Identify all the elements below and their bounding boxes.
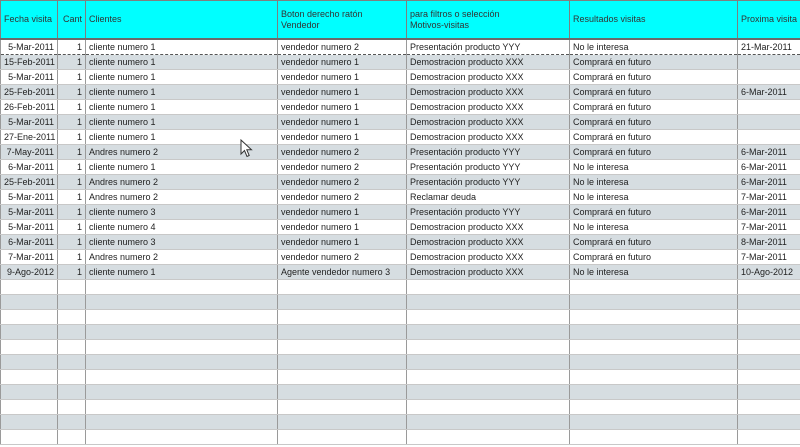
empty-cell[interactable] — [570, 295, 738, 310]
cell-fecha-visita[interactable]: 5-Mar-2011 — [1, 39, 58, 55]
cell-fecha-visita[interactable]: 7-Mar-2011 — [1, 250, 58, 265]
empty-cell[interactable] — [278, 355, 407, 370]
cell-proxima-visita[interactable]: 10-Ago-2012 — [738, 265, 800, 280]
table-row[interactable] — [1, 145, 800, 160]
cell-cant[interactable]: 1 — [58, 70, 86, 85]
empty-cell[interactable] — [738, 370, 800, 385]
cell-motivo[interactable]: Presentación producto YYY — [407, 205, 570, 220]
table-row[interactable] — [1, 265, 800, 280]
header-cant-label: Cant — [62, 14, 82, 24]
empty-cell[interactable] — [278, 325, 407, 340]
empty-cell[interactable] — [58, 310, 86, 325]
empty-cell[interactable] — [278, 385, 407, 400]
cell-vendedor[interactable]: vendedor numero 1 — [278, 100, 407, 115]
cell-fecha-visita[interactable]: 6-Mar-2011 — [1, 160, 58, 175]
table-row[interactable] — [1, 39, 800, 55]
empty-cell[interactable] — [1, 415, 58, 430]
header-row — [1, 1, 800, 40]
empty-cell[interactable] — [1, 355, 58, 370]
empty-cell[interactable] — [86, 280, 278, 295]
empty-cell[interactable] — [738, 355, 800, 370]
empty-cell[interactable] — [1, 310, 58, 325]
empty-cell[interactable] — [86, 340, 278, 355]
empty-cell[interactable] — [738, 310, 800, 325]
empty-cell[interactable] — [407, 295, 570, 310]
cell-resultado[interactable]: Comprará en futuro — [570, 100, 738, 115]
empty-cell[interactable] — [1, 400, 58, 415]
cell-motivo[interactable]: Presentación producto YYY — [407, 160, 570, 175]
cell-motivo[interactable]: Demostracion producto XXX — [407, 55, 570, 70]
cell-resultado[interactable]: Comprará en futuro — [570, 70, 738, 85]
table-row[interactable] — [1, 220, 800, 235]
cell-vendedor[interactable]: vendedor numero 2 — [278, 250, 407, 265]
cell-resultado[interactable]: No le interesa — [570, 265, 738, 280]
empty-cell[interactable] — [407, 415, 570, 430]
header-resultados-visitas[interactable] — [570, 1, 738, 40]
cell-proxima-visita[interactable] — [738, 55, 800, 70]
cell-resultado[interactable]: Comprará en futuro — [570, 115, 738, 130]
empty-cell[interactable] — [1, 280, 58, 295]
cell-motivo[interactable]: Demostracion producto XXX — [407, 220, 570, 235]
cell-motivo[interactable]: Presentación producto YYY — [407, 39, 570, 55]
empty-cell[interactable] — [570, 415, 738, 430]
table-row[interactable] — [1, 190, 800, 205]
empty-cell[interactable] — [86, 295, 278, 310]
cell-proxima-visita[interactable] — [738, 70, 800, 85]
empty-cell[interactable] — [407, 280, 570, 295]
cell-cliente[interactable]: cliente numero 1 — [86, 39, 278, 55]
empty-cell[interactable] — [58, 415, 86, 430]
empty-cell[interactable] — [58, 340, 86, 355]
cell-cliente[interactable]: cliente numero 4 — [86, 220, 278, 235]
empty-cell[interactable] — [407, 370, 570, 385]
empty-cell[interactable] — [58, 430, 86, 445]
header-cant[interactable] — [58, 1, 86, 40]
cell-motivo[interactable]: Presentación producto YYY — [407, 175, 570, 190]
empty-cell[interactable] — [86, 325, 278, 340]
cell-vendedor[interactable]: vendedor numero 2 — [278, 160, 407, 175]
cell-fecha-visita[interactable]: 5-Mar-2011 — [1, 70, 58, 85]
cell-fecha-visita[interactable]: 5-Mar-2011 — [1, 190, 58, 205]
header-fecha-visita-label: Fecha visita — [4, 14, 53, 24]
empty-cell[interactable] — [278, 430, 407, 445]
header-motivos-visitas-sublabel: Motivos-visitas — [410, 19, 470, 30]
empty-cell[interactable] — [86, 355, 278, 370]
cell-motivo[interactable]: Presentación producto YYY — [407, 145, 570, 160]
empty-cell[interactable] — [58, 385, 86, 400]
cell-proxima-visita[interactable]: 6-Mar-2011 — [738, 160, 800, 175]
cell-cant[interactable]: 1 — [58, 145, 86, 160]
cell-vendedor[interactable]: vendedor numero 1 — [278, 205, 407, 220]
empty-cell[interactable] — [738, 280, 800, 295]
empty-row[interactable] — [1, 415, 800, 430]
cell-proxima-visita[interactable]: 6-Mar-2011 — [738, 145, 800, 160]
cell-motivo[interactable]: Demostracion producto XXX — [407, 250, 570, 265]
empty-cell[interactable] — [278, 310, 407, 325]
cell-resultado[interactable]: Comprará en futuro — [570, 205, 738, 220]
empty-cell[interactable] — [278, 280, 407, 295]
cell-resultado[interactable]: No le interesa — [570, 190, 738, 205]
empty-cell[interactable] — [570, 280, 738, 295]
empty-row[interactable] — [1, 325, 800, 340]
empty-cell[interactable] — [570, 400, 738, 415]
cell-vendedor[interactable]: vendedor numero 2 — [278, 190, 407, 205]
empty-row[interactable] — [1, 400, 800, 415]
cell-cliente[interactable]: Andres numero 2 — [86, 190, 278, 205]
table-row[interactable] — [1, 115, 800, 130]
header-vendedor-label: Boton derecho ratón — [281, 8, 363, 19]
cell-resultado[interactable]: Comprará en futuro — [570, 250, 738, 265]
cell-cant[interactable]: 1 — [58, 265, 86, 280]
header-motivos-visitas-label: para filtros o selección — [410, 8, 500, 19]
cell-fecha-visita[interactable]: 5-Mar-2011 — [1, 205, 58, 220]
empty-cell[interactable] — [58, 355, 86, 370]
cell-cant[interactable]: 1 — [58, 115, 86, 130]
cell-resultado[interactable]: Comprará en futuro — [570, 85, 738, 100]
empty-cell[interactable] — [407, 310, 570, 325]
cell-motivo[interactable]: Demostracion producto XXX — [407, 130, 570, 145]
empty-cell[interactable] — [407, 400, 570, 415]
empty-row[interactable] — [1, 280, 800, 295]
empty-cell[interactable] — [1, 430, 58, 445]
cell-vendedor[interactable]: vendedor numero 2 — [278, 39, 407, 55]
cell-cliente[interactable]: Andres numero 2 — [86, 175, 278, 190]
empty-cell[interactable] — [58, 370, 86, 385]
table-row[interactable] — [1, 85, 800, 100]
empty-cell[interactable] — [738, 340, 800, 355]
cell-fecha-visita[interactable]: 9-Ago-2012 — [1, 265, 58, 280]
table-row[interactable] — [1, 250, 800, 265]
cell-fecha-visita[interactable]: 25-Feb-2011 — [1, 85, 58, 100]
cell-vendedor[interactable]: Agente vendedor numero 3 — [278, 265, 407, 280]
empty-cell[interactable] — [570, 310, 738, 325]
cell-proxima-visita[interactable]: 7-Mar-2011 — [738, 250, 800, 265]
empty-cell[interactable] — [407, 430, 570, 445]
cell-cliente[interactable]: cliente numero 1 — [86, 265, 278, 280]
cell-resultado[interactable]: No le interesa — [570, 175, 738, 190]
empty-cell[interactable] — [58, 325, 86, 340]
empty-cell[interactable] — [278, 295, 407, 310]
cell-fecha-visita[interactable]: 7-May-2011 — [1, 145, 58, 160]
empty-cell[interactable] — [407, 325, 570, 340]
cell-motivo[interactable]: Demostracion producto XXX — [407, 100, 570, 115]
cell-resultado[interactable]: Comprará en futuro — [570, 55, 738, 70]
cell-motivo[interactable]: Reclamar deuda — [407, 190, 570, 205]
cell-proxima-visita[interactable]: 6-Mar-2011 — [738, 205, 800, 220]
empty-cell[interactable] — [58, 295, 86, 310]
cell-resultado[interactable]: No le interesa — [570, 39, 738, 55]
cell-proxima-visita[interactable]: 7-Mar-2011 — [738, 190, 800, 205]
table-row[interactable] — [1, 100, 800, 115]
cell-resultado[interactable]: No le interesa — [570, 220, 738, 235]
cell-fecha-visita[interactable]: 15-Feb-2011 — [1, 55, 58, 70]
header-clientes-label: Clientes — [89, 14, 122, 24]
cell-fecha-visita[interactable]: 5-Mar-2011 — [1, 115, 58, 130]
header-proxima-visita-label: Proxima visita — [741, 14, 798, 24]
header-vendedor-sublabel: Vendedor — [281, 19, 320, 30]
cell-cliente[interactable]: Andres numero 2 — [86, 250, 278, 265]
cell-cant[interactable]: 1 — [58, 100, 86, 115]
empty-cell[interactable] — [738, 295, 800, 310]
cell-vendedor[interactable]: vendedor numero 1 — [278, 85, 407, 100]
cell-fecha-visita[interactable]: 26-Feb-2011 — [1, 100, 58, 115]
cell-cliente[interactable]: cliente numero 1 — [86, 115, 278, 130]
empty-row[interactable] — [1, 340, 800, 355]
empty-cell[interactable] — [1, 325, 58, 340]
cell-resultado[interactable]: Comprará en futuro — [570, 235, 738, 250]
cell-resultado[interactable]: Comprará en futuro — [570, 130, 738, 145]
cell-cant[interactable]: 1 — [58, 130, 86, 145]
empty-cell[interactable] — [1, 385, 58, 400]
cell-fecha-visita[interactable]: 5-Mar-2011 — [1, 220, 58, 235]
cell-vendedor[interactable]: vendedor numero 1 — [278, 220, 407, 235]
cell-cliente[interactable]: cliente numero 1 — [86, 55, 278, 70]
empty-cell[interactable] — [1, 295, 58, 310]
empty-cell[interactable] — [738, 400, 800, 415]
cell-cliente[interactable]: Andres numero 2 — [86, 145, 278, 160]
empty-cell[interactable] — [86, 415, 278, 430]
empty-cell[interactable] — [86, 430, 278, 445]
empty-cell[interactable] — [86, 370, 278, 385]
cell-vendedor[interactable]: vendedor numero 2 — [278, 175, 407, 190]
empty-cell[interactable] — [86, 385, 278, 400]
empty-cell[interactable] — [278, 415, 407, 430]
cell-fecha-visita[interactable]: 6-Mar-2011 — [1, 235, 58, 250]
table-row[interactable] — [1, 130, 800, 145]
table-row[interactable] — [1, 235, 800, 250]
empty-row[interactable] — [1, 385, 800, 400]
empty-row[interactable] — [1, 295, 800, 310]
cell-proxima-visita[interactable]: 6-Mar-2011 — [738, 85, 800, 100]
cell-vendedor[interactable]: vendedor numero 1 — [278, 115, 407, 130]
table-row[interactable] — [1, 160, 800, 175]
cell-proxima-visita[interactable]: 21-Mar-2011 — [738, 39, 800, 55]
cell-vendedor[interactable]: vendedor numero 1 — [278, 235, 407, 250]
cell-cant[interactable]: 1 — [58, 85, 86, 100]
table-row[interactable] — [1, 55, 800, 70]
empty-cell[interactable] — [58, 280, 86, 295]
cell-cant[interactable]: 1 — [58, 39, 86, 55]
cell-cliente[interactable]: cliente numero 1 — [86, 85, 278, 100]
cell-cant[interactable]: 1 — [58, 220, 86, 235]
header-fecha-visita[interactable] — [1, 1, 58, 40]
empty-cell[interactable] — [570, 340, 738, 355]
cell-fecha-visita[interactable]: 27-Ene-2011 — [1, 130, 58, 145]
cell-cliente[interactable]: cliente numero 1 — [86, 70, 278, 85]
empty-cell[interactable] — [570, 385, 738, 400]
cell-motivo[interactable]: Demostracion producto XXX — [407, 85, 570, 100]
cell-cant[interactable]: 1 — [58, 205, 86, 220]
cell-cant[interactable]: 1 — [58, 175, 86, 190]
empty-cell[interactable] — [738, 325, 800, 340]
empty-cell[interactable] — [407, 355, 570, 370]
cell-proxima-visita[interactable] — [738, 115, 800, 130]
table-row[interactable] — [1, 70, 800, 85]
cell-cliente[interactable]: cliente numero 1 — [86, 130, 278, 145]
header-motivos-visitas[interactable] — [407, 1, 570, 40]
cell-proxima-visita[interactable] — [738, 130, 800, 145]
empty-cell[interactable] — [738, 385, 800, 400]
header-proxima-visita[interactable] — [738, 1, 800, 40]
empty-cell[interactable] — [86, 400, 278, 415]
cell-motivo[interactable]: Demostracion producto XXX — [407, 235, 570, 250]
empty-cell[interactable] — [570, 355, 738, 370]
cell-vendedor[interactable]: vendedor numero 1 — [278, 70, 407, 85]
cell-cliente[interactable]: cliente numero 3 — [86, 235, 278, 250]
cell-vendedor[interactable]: vendedor numero 2 — [278, 145, 407, 160]
empty-row[interactable] — [1, 310, 800, 325]
header-resultados-visitas-label: Resultados visitas — [573, 14, 646, 24]
grid-body — [1, 39, 800, 445]
table-row[interactable] — [1, 175, 800, 190]
cell-cant[interactable]: 1 — [58, 190, 86, 205]
empty-cell[interactable] — [278, 340, 407, 355]
cell-motivo[interactable]: Demostracion producto XXX — [407, 115, 570, 130]
empty-cell[interactable] — [86, 310, 278, 325]
cell-cliente[interactable]: cliente numero 1 — [86, 160, 278, 175]
empty-cell[interactable] — [58, 400, 86, 415]
cell-proxima-visita[interactable]: 8-Mar-2011 — [738, 235, 800, 250]
cell-resultado[interactable]: Comprará en futuro — [570, 145, 738, 160]
mouse-pointer-icon — [240, 139, 254, 159]
empty-cell[interactable] — [407, 385, 570, 400]
empty-cell[interactable] — [570, 430, 738, 445]
table-row[interactable] — [1, 205, 800, 220]
empty-row[interactable] — [1, 370, 800, 385]
cell-fecha-visita[interactable]: 25-Feb-2011 — [1, 175, 58, 190]
empty-cell[interactable] — [1, 370, 58, 385]
cell-proxima-visita[interactable]: 6-Mar-2011 — [738, 175, 800, 190]
cell-cant[interactable]: 1 — [58, 235, 86, 250]
empty-cell[interactable] — [738, 415, 800, 430]
cell-resultado[interactable]: No le interesa — [570, 160, 738, 175]
cell-cant[interactable]: 1 — [58, 250, 86, 265]
cell-cant[interactable]: 1 — [58, 55, 86, 70]
empty-cell[interactable] — [1, 340, 58, 355]
cell-cant[interactable]: 1 — [58, 160, 86, 175]
cell-vendedor[interactable]: vendedor numero 1 — [278, 55, 407, 70]
empty-cell[interactable] — [570, 370, 738, 385]
empty-cell[interactable] — [407, 340, 570, 355]
cell-vendedor[interactable]: vendedor numero 1 — [278, 130, 407, 145]
cell-proxima-visita[interactable] — [738, 100, 800, 115]
cell-cliente[interactable]: cliente numero 3 — [86, 205, 278, 220]
empty-row[interactable] — [1, 355, 800, 370]
empty-cell[interactable] — [570, 325, 738, 340]
cell-proxima-visita[interactable]: 7-Mar-2011 — [738, 220, 800, 235]
empty-cell[interactable] — [738, 430, 800, 445]
header-vendedor[interactable] — [278, 1, 407, 40]
empty-row[interactable] — [1, 430, 800, 445]
cell-motivo[interactable]: Demostracion producto XXX — [407, 265, 570, 280]
empty-cell[interactable] — [278, 400, 407, 415]
header-clientes[interactable] — [86, 1, 278, 40]
empty-cell[interactable] — [278, 370, 407, 385]
cell-motivo[interactable]: Demostracion producto XXX — [407, 70, 570, 85]
cell-cliente[interactable]: cliente numero 1 — [86, 100, 278, 115]
